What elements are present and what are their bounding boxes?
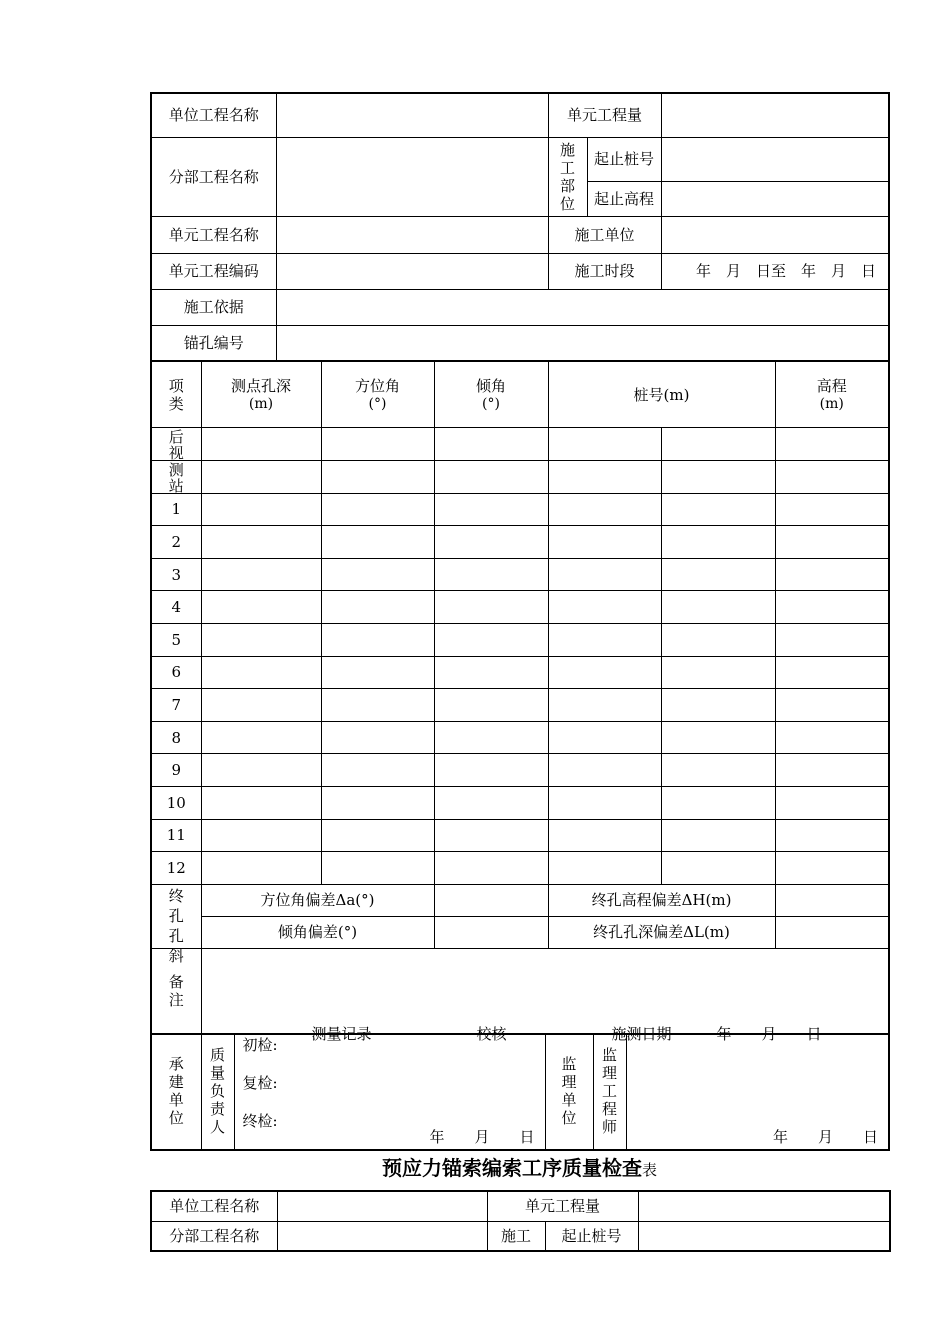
data-cell[interactable]	[775, 623, 889, 656]
second-division-project-name-label: 分部工程名称	[151, 1221, 277, 1251]
data-cell[interactable]	[434, 721, 548, 754]
row-label: 2	[151, 526, 201, 559]
data-cell[interactable]	[321, 558, 434, 591]
checks-cell[interactable]	[234, 1034, 545, 1150]
contractor-label: 承建单位	[151, 1034, 201, 1150]
data-cell[interactable]	[201, 623, 321, 656]
data-cell[interactable]	[775, 852, 889, 885]
data-cell[interactable]	[775, 461, 889, 494]
start-end-elevation-value[interactable]	[661, 181, 889, 216]
second-start-end-chainage-label: 起止桩号	[545, 1221, 638, 1251]
remarks-value[interactable]	[201, 948, 889, 1044]
data-cell[interactable]	[201, 754, 321, 787]
signature-table	[150, 1033, 890, 1151]
second-unit-project-name-label: 单位工程名称	[151, 1191, 277, 1221]
table-row	[151, 786, 889, 819]
supervisor-date: 年 月 日	[772, 1128, 878, 1146]
data-cell[interactable]	[434, 656, 548, 689]
data-cell[interactable]	[434, 623, 548, 656]
table-row	[151, 819, 889, 852]
data-cell[interactable]	[775, 819, 889, 852]
data-cell[interactable]	[548, 428, 661, 461]
data-cell[interactable]	[661, 721, 775, 754]
table-row	[151, 852, 889, 885]
data-cell[interactable]	[775, 591, 889, 624]
second-unit-element-quantity-label: 单元工程量	[487, 1191, 638, 1221]
data-cell[interactable]	[434, 786, 548, 819]
second-start-end-chainage-value[interactable]	[638, 1221, 890, 1251]
row-label: 7	[151, 689, 201, 722]
data-cell[interactable]	[321, 656, 434, 689]
data-cell[interactable]	[201, 591, 321, 624]
depth-dev-label: 终孔孔深偏差ΔL(m)	[548, 916, 775, 948]
data-cell[interactable]	[201, 721, 321, 754]
data-cell[interactable]	[548, 558, 661, 591]
row-label: 6	[151, 656, 201, 689]
measurement-table	[150, 361, 890, 1044]
data-cell[interactable]	[775, 428, 889, 461]
data-cell[interactable]	[548, 852, 661, 885]
division-project-name-label: 分部工程名称	[151, 137, 276, 216]
data-cell[interactable]	[321, 591, 434, 624]
data-cell[interactable]	[201, 428, 321, 461]
depth-dev-value[interactable]	[775, 916, 889, 948]
data-cell[interactable]	[321, 461, 434, 494]
construction-basis-value[interactable]	[276, 289, 889, 325]
data-cell[interactable]	[661, 591, 775, 624]
second-form-table	[150, 1190, 891, 1252]
table-row	[151, 656, 889, 689]
data-cell[interactable]	[548, 461, 661, 494]
supervisor-unit-label: 监理单位	[545, 1034, 593, 1150]
data-cell[interactable]	[661, 819, 775, 852]
data-cell[interactable]	[661, 526, 775, 559]
construction-basis-label: 施工依据	[151, 289, 276, 325]
anchor-hole-no-value[interactable]	[276, 325, 889, 361]
table-row	[151, 526, 889, 559]
second-unit-project-name-value[interactable]	[277, 1191, 487, 1221]
data-cell[interactable]	[434, 852, 548, 885]
table-row	[151, 558, 889, 591]
row-label: 8	[151, 721, 201, 754]
construction-period-label: 施工时段	[548, 253, 661, 289]
data-cell[interactable]	[201, 689, 321, 722]
row-label: 9	[151, 754, 201, 787]
data-cell[interactable]	[661, 656, 775, 689]
first-check-label: 初检:	[242, 1036, 278, 1054]
row-label: 1	[151, 493, 201, 526]
element-project-code-value[interactable]	[276, 253, 548, 289]
row-label: 3	[151, 558, 201, 591]
anchor-hole-no-label: 锚孔编号	[151, 325, 276, 361]
second-construction-label: 施工	[487, 1221, 545, 1251]
construction-location-label: 施工部位	[548, 137, 587, 216]
data-cell[interactable]	[434, 558, 548, 591]
data-cell[interactable]	[661, 461, 775, 494]
table-row	[151, 689, 889, 722]
table-row	[151, 721, 889, 754]
construction-unit-label: 施工单位	[548, 216, 661, 253]
data-cell[interactable]	[548, 493, 661, 526]
row-label: 10	[151, 786, 201, 819]
data-cell[interactable]	[321, 526, 434, 559]
table-row	[151, 461, 889, 494]
data-cell[interactable]	[661, 493, 775, 526]
data-cell[interactable]	[775, 689, 889, 722]
data-cell[interactable]	[321, 689, 434, 722]
check-date: 年 月 日	[429, 1128, 535, 1146]
data-cell[interactable]	[548, 526, 661, 559]
start-end-elevation-label: 起止高程	[587, 181, 661, 216]
data-cell[interactable]	[548, 754, 661, 787]
data-cell[interactable]	[661, 786, 775, 819]
data-cell[interactable]	[661, 623, 775, 656]
data-cell[interactable]	[201, 461, 321, 494]
table-row	[151, 591, 889, 624]
elev-dev-value[interactable]	[775, 884, 889, 916]
element-project-name-value[interactable]	[276, 216, 548, 253]
construction-unit-value[interactable]	[661, 216, 889, 253]
data-cell[interactable]	[321, 623, 434, 656]
data-cell[interactable]	[548, 786, 661, 819]
start-end-chainage-value[interactable]	[661, 137, 889, 181]
azimuth-header: 方位角 (°)	[321, 362, 434, 428]
table-row	[151, 428, 889, 461]
row-label: 5	[151, 623, 201, 656]
elevation-header: 高程 (m)	[775, 362, 889, 428]
depth-header: 测点孔深 (m)	[201, 362, 321, 428]
row-label: 4	[151, 591, 201, 624]
data-cell[interactable]	[548, 591, 661, 624]
data-cell[interactable]	[201, 493, 321, 526]
data-cell[interactable]	[201, 786, 321, 819]
quality-person-label: 质量负责人	[201, 1034, 234, 1150]
data-cell[interactable]	[434, 689, 548, 722]
data-cell[interactable]	[321, 721, 434, 754]
unit-element-quantity-value[interactable]	[661, 93, 889, 137]
data-cell[interactable]	[201, 852, 321, 885]
data-cell[interactable]	[775, 754, 889, 787]
data-cell[interactable]	[548, 819, 661, 852]
unit-element-quantity-label: 单元工程量	[548, 93, 661, 137]
second-division-project-name-value[interactable]	[277, 1221, 487, 1251]
azimuth-dev-value[interactable]	[434, 884, 548, 916]
data-cell[interactable]	[661, 852, 775, 885]
data-cell[interactable]	[775, 786, 889, 819]
data-cell[interactable]	[661, 558, 775, 591]
dip-dev-label: 倾角偏差(°)	[201, 916, 434, 948]
remarks-footer: 测量记录 校核 施测日期 年 月 日	[311, 1025, 822, 1044]
data-cell[interactable]	[321, 493, 434, 526]
data-cell[interactable]	[434, 428, 548, 461]
data-cell[interactable]	[434, 819, 548, 852]
dip-dev-value[interactable]	[434, 916, 548, 948]
data-cell[interactable]	[201, 526, 321, 559]
chainage-header: 桩号(m)	[548, 362, 775, 428]
data-cell[interactable]	[321, 754, 434, 787]
row-label: 后视	[151, 428, 201, 461]
element-project-code-label: 单元工程编码	[151, 253, 276, 289]
row-label: 11	[151, 819, 201, 852]
construction-period-value[interactable]: 年 月 日至 年 月 日	[661, 253, 889, 289]
final-check-label: 终检:	[242, 1112, 278, 1130]
azimuth-dev-label: 方位角偏差Δa(°)	[201, 884, 434, 916]
unit-project-name-value[interactable]	[276, 93, 548, 137]
second-form-title: 预应力锚索编索工序质量检查表	[381, 1156, 657, 1180]
data-cell[interactable]	[321, 786, 434, 819]
data-cell[interactable]	[434, 526, 548, 559]
data-cell[interactable]	[434, 591, 548, 624]
data-cell[interactable]	[434, 754, 548, 787]
dip-header: 倾角 (°)	[434, 362, 548, 428]
start-end-chainage-label: 起止桩号	[587, 137, 661, 181]
table-row	[151, 493, 889, 526]
data-cell[interactable]	[201, 558, 321, 591]
data-cell[interactable]	[548, 656, 661, 689]
elev-dev-label: 终孔高程偏差ΔH(m)	[548, 884, 775, 916]
re-check-label: 复检:	[242, 1074, 278, 1092]
data-cell[interactable]	[775, 656, 889, 689]
data-cell[interactable]	[201, 819, 321, 852]
division-project-name-value[interactable]	[276, 137, 548, 216]
supervisor-engineer-label: 监理工程师	[593, 1034, 626, 1150]
supervisor-sign-cell[interactable]	[626, 1034, 889, 1150]
table-row	[151, 754, 889, 787]
data-cell[interactable]	[201, 656, 321, 689]
data-cell[interactable]	[548, 623, 661, 656]
data-cell[interactable]	[321, 852, 434, 885]
data-cell[interactable]	[548, 689, 661, 722]
data-cell[interactable]	[775, 493, 889, 526]
data-cell[interactable]	[434, 461, 548, 494]
element-project-name-label: 单元工程名称	[151, 216, 276, 253]
data-cell[interactable]	[661, 428, 775, 461]
item-header: 项类	[151, 362, 201, 428]
row-label: 测站	[151, 461, 201, 494]
data-cell[interactable]	[661, 689, 775, 722]
second-unit-element-quantity-value[interactable]	[638, 1191, 890, 1221]
data-cell[interactable]	[775, 721, 889, 754]
row-label: 12	[151, 852, 201, 885]
unit-project-name-label: 单位工程名称	[151, 93, 276, 137]
data-cell[interactable]	[775, 526, 889, 559]
final-hole-label: 终孔孔斜	[151, 884, 201, 948]
anchor-hole-inspection-table	[150, 92, 890, 362]
data-cell[interactable]	[321, 819, 434, 852]
table-row	[151, 623, 889, 656]
data-cell[interactable]	[321, 428, 434, 461]
data-cell[interactable]	[434, 493, 548, 526]
remarks-label: 备注	[151, 948, 201, 1034]
data-cell[interactable]	[661, 754, 775, 787]
data-cell[interactable]	[775, 558, 889, 591]
data-cell[interactable]	[548, 721, 661, 754]
